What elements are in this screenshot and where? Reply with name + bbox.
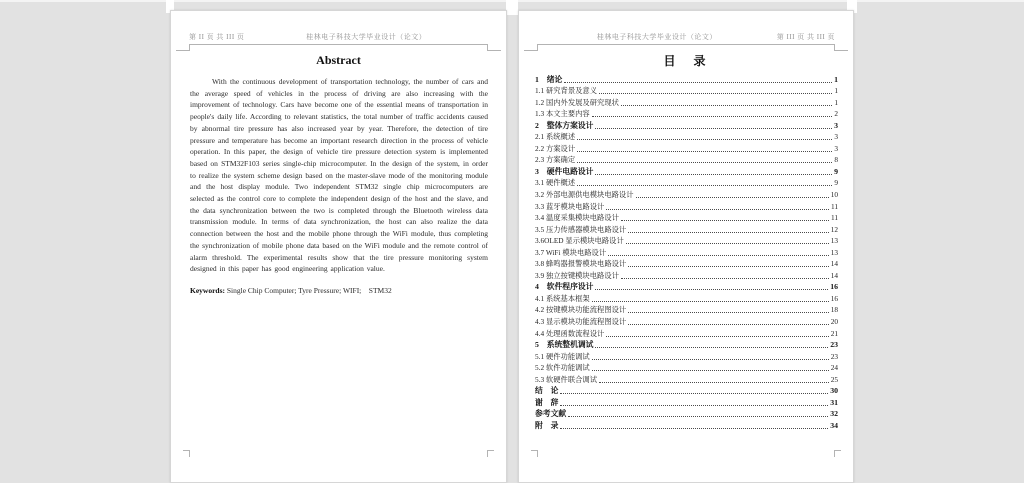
toc-entry-page: 9 [834, 166, 838, 176]
toc-entry-page: 24 [830, 363, 838, 373]
toc-entry-page: 1 [834, 74, 838, 84]
toc-entry-page: 1 [834, 86, 838, 96]
margin-mark-top-right [487, 44, 501, 51]
toc-leader-dots [628, 266, 828, 267]
toc-entry-page: 23 [830, 351, 838, 361]
toc-entry-label: 3.8 蜂鸣器报警模块电路设计 [535, 259, 627, 269]
toc-entry[interactable] [535, 373, 838, 385]
toc-leader-dots [560, 405, 828, 406]
toc-leader-dots [595, 289, 828, 290]
toc-entry[interactable] [535, 350, 838, 362]
toc-leader-dots [595, 347, 828, 348]
page-toc [518, 10, 854, 483]
toc-entry[interactable] [535, 108, 838, 120]
toc-entry-page: 9 [834, 178, 838, 188]
toc-entry-page: 11 [830, 213, 838, 223]
page-gap-stub [506, 0, 518, 15]
toc-entry-label: 结 论 [535, 386, 559, 396]
toc-entry-page: 23 [830, 340, 838, 350]
header-underline [189, 44, 488, 45]
toc-entry[interactable] [535, 200, 838, 212]
toc-entry-label: 谢 辞 [535, 397, 559, 407]
toc-leader-dots [621, 105, 832, 106]
toc-entry-page: 30 [830, 386, 838, 396]
toc-title[interactable]: 目 录 [663, 54, 709, 68]
abstract-title[interactable]: Abstract [316, 53, 361, 67]
toc-leader-dots [568, 416, 828, 417]
margin-mark-top-left [524, 44, 538, 51]
keywords-text: Single Chip Computer; Tyre Pressure; WIFI; STM32 [225, 286, 392, 295]
toc-entry-label: 1.3 本文主要内容 [535, 109, 590, 119]
toc-entry-label: 2.3 方案确定 [535, 155, 576, 165]
toc-entry[interactable] [535, 165, 838, 177]
toc-leader-dots [560, 428, 828, 429]
toc-entry-label: 2.1 系统概述 [535, 132, 576, 142]
toc-entry-page: 8 [834, 155, 838, 165]
header-page-number: 第 II 页 共 III 页 [189, 33, 245, 41]
toc-entry-label: 3.3 蓝牙模块电路设计 [535, 201, 605, 211]
toc-leader-dots [577, 151, 832, 152]
toc-entry[interactable] [535, 269, 838, 281]
toc-entry-page: 21 [830, 328, 838, 338]
toc-leader-dots [621, 278, 829, 279]
toc-entry-label: 附 录 [535, 420, 559, 430]
abstract-body-paragraph[interactable]: With the continuous development of transportation technology, the number of cars and the average speed of vehicles in the process of driving are also increasing with the improvement of technology. Cars have become one of the essential means of transportation in people's daily life. According to relevant statistics, the total number of traffic accidents caused by abnormal tire pressure has also increased year by year. Therefore, the detection of tire pressure and temperature has become an important research direction in the process of vehicle operation. In this paper, the design of vehicle tire pressure detection system is implemented based on STM32F103 series single-chip microcomputer. In the design of the system, in order to realize the system scheme design based on the master-slave mode of the monitoring module and the host display module. Two independent STM32 single chip microcomputers are selected as the control core to complete the independent design of the host and the slave, and the data synchronization between the two is completed through the Bluetooth wireless data transmission module. In terms of data synchronization, the host can also realize the data connection between the host and the mobile phone through the WiFi module, thus completing the synchronization of mobile phone data based on the WiFi module and the remote control of alarm threshold. The experimental results show that the tire pressure monitoring system designed in this paper has good engineering application value. [190, 77, 488, 274]
toc-entry[interactable] [535, 142, 838, 154]
margin-mark-bottom-left [531, 450, 538, 457]
toc-entry-label: 3.6OLED 显示模块电路设计 [535, 236, 624, 246]
toc-entry-label: 3.1 硬件概述 [535, 178, 576, 188]
toc-entry-label: 5.1 硬件功能调试 [535, 351, 590, 361]
toc-entry[interactable] [535, 96, 838, 108]
toc-entry-label: 3.5 压力传感器模块电路设计 [535, 224, 627, 234]
page-abstract [170, 10, 507, 483]
toc-leader-dots [608, 255, 829, 256]
toc-leader-dots [577, 185, 832, 186]
toc-leader-dots [599, 93, 832, 94]
toc-entry[interactable] [535, 396, 838, 408]
keywords-label: Keywords: [190, 286, 225, 295]
toc-entry[interactable] [535, 235, 838, 247]
toc-entry[interactable] [535, 85, 838, 97]
header-university-title: 桂林电子科技大学毕业设计（论文） [596, 33, 717, 41]
toc-entry-page: 31 [830, 397, 838, 407]
toc-leader-dots [621, 220, 829, 221]
toc-entry-label: 1.1 研究背景及意义 [535, 86, 598, 96]
toc-entry-page: 20 [830, 317, 838, 327]
toc-entry-label: 3.7 WiFi 模块电路设计 [535, 247, 607, 257]
toc-entry-label: 5 系统整机调试 [535, 340, 594, 350]
toc-leader-dots [564, 82, 832, 83]
toc-entry-page: 14 [830, 259, 838, 269]
toc-entry[interactable] [535, 223, 838, 235]
toc-entry[interactable] [535, 73, 838, 85]
toc-entry-label: 3.2 外部电源供电模块电路设计 [535, 190, 634, 200]
toc-entry-page: 1 [834, 97, 838, 107]
toc-entry[interactable] [535, 292, 838, 304]
toc-entry[interactable] [535, 177, 838, 189]
toc-entry[interactable] [535, 419, 838, 431]
toc-entry[interactable] [535, 339, 838, 351]
toc-entry-page: 3 [834, 132, 838, 142]
toc-entry[interactable] [535, 385, 838, 397]
toc-leader-dots [595, 128, 832, 129]
toc-leader-dots [606, 209, 829, 210]
toc-entry-page: 10 [830, 190, 838, 200]
toc-entry-page: 16 [830, 293, 838, 303]
toc-entry-page: 16 [830, 282, 838, 292]
toc-entry[interactable] [535, 258, 838, 270]
toc-leader-dots [592, 116, 833, 117]
toc-leader-dots [595, 174, 832, 175]
toc-leader-dots [577, 139, 832, 140]
toc-entry[interactable] [535, 281, 838, 293]
toc-entry[interactable] [535, 327, 838, 339]
toc-entry-page: 2 [834, 109, 838, 119]
toc-entry-label: 3.4 温度采集模块电路设计 [535, 213, 619, 223]
toc-leader-dots [577, 162, 832, 163]
toc-entry-page: 13 [830, 236, 838, 246]
toc-leader-dots [560, 393, 828, 394]
toc-leader-dots [636, 197, 829, 198]
margin-mark-top-right [834, 44, 848, 51]
toc-entry[interactable] [535, 119, 838, 131]
toc-entry-label: 5.2 软件功能调试 [535, 363, 590, 373]
toc-leader-dots [628, 312, 828, 313]
toc-entry-label: 参考文献 [535, 409, 567, 419]
toc-entry[interactable] [535, 154, 838, 166]
toc-entry-page: 34 [830, 420, 838, 430]
toc-entry[interactable] [535, 362, 838, 374]
toc-entry-page: 3 [834, 120, 838, 130]
toc-entry[interactable] [535, 246, 838, 258]
toc-entry-label: 1 绪论 [535, 74, 563, 84]
toc-leader-dots [606, 336, 828, 337]
toc-entry[interactable] [535, 212, 838, 224]
toc-leader-dots [628, 232, 828, 233]
toc-entry-page: 3 [834, 143, 838, 153]
toc-entry-label: 5.3 软硬件联合调试 [535, 374, 598, 384]
toc-entry-label: 2 整体方案设计 [535, 120, 594, 130]
toc-entry-page: 32 [830, 409, 838, 419]
toc-entry[interactable] [535, 315, 838, 327]
header-university-title: 桂林电子科技大学毕业设计（论文） [306, 33, 427, 41]
margin-mark-bottom-right [834, 450, 841, 457]
toc-leader-dots [626, 243, 829, 244]
toc-entry-label: 3.9 独立按键模块电路设计 [535, 270, 619, 280]
toc-entry-label: 2.2 方案设计 [535, 143, 576, 153]
page-header-left[interactable] [189, 33, 488, 42]
toc-entry-page: 14 [830, 270, 838, 280]
toc-entry-page: 13 [830, 247, 838, 257]
toc-list [535, 73, 838, 431]
toc-entry[interactable] [535, 304, 838, 316]
toc-entry[interactable] [535, 408, 838, 420]
toc-leader-dots [628, 324, 828, 325]
header-page-number: 第 III 页 共 III 页 [776, 33, 835, 41]
header-underline [537, 44, 835, 45]
toc-entry-label: 4.1 系统基本框架 [535, 293, 590, 303]
keywords-line[interactable] [190, 286, 488, 295]
toc-entry-page: 12 [830, 224, 838, 234]
toc-entry[interactable] [535, 131, 838, 143]
toc-entry-label: 3 硬件电路设计 [535, 166, 594, 176]
page-header-right[interactable] [537, 33, 835, 42]
toc-entry-label: 1.2 国内外发展及研究现状 [535, 97, 619, 107]
margin-mark-top-left [176, 44, 190, 51]
toc-leader-dots [592, 301, 829, 302]
margin-mark-bottom-right [487, 450, 494, 457]
toc-leader-dots [592, 370, 829, 371]
toc-entry-label: 4 软件程序设计 [535, 282, 594, 292]
toc-entry-label: 4.3 显示模块功能流程图设计 [535, 317, 627, 327]
toc-leader-dots [599, 382, 829, 383]
toc-entry-label: 4.4 处理函数流程设计 [535, 328, 605, 338]
toc-entry-page: 11 [830, 201, 838, 211]
toc-entry[interactable] [535, 188, 838, 200]
toc-leader-dots [592, 359, 829, 360]
toc-entry-label: 4.2 按键模块功能流程图设计 [535, 305, 627, 315]
toc-entry-page: 25 [830, 374, 838, 384]
toc-entry-page: 18 [830, 305, 838, 315]
margin-mark-bottom-left [183, 450, 190, 457]
